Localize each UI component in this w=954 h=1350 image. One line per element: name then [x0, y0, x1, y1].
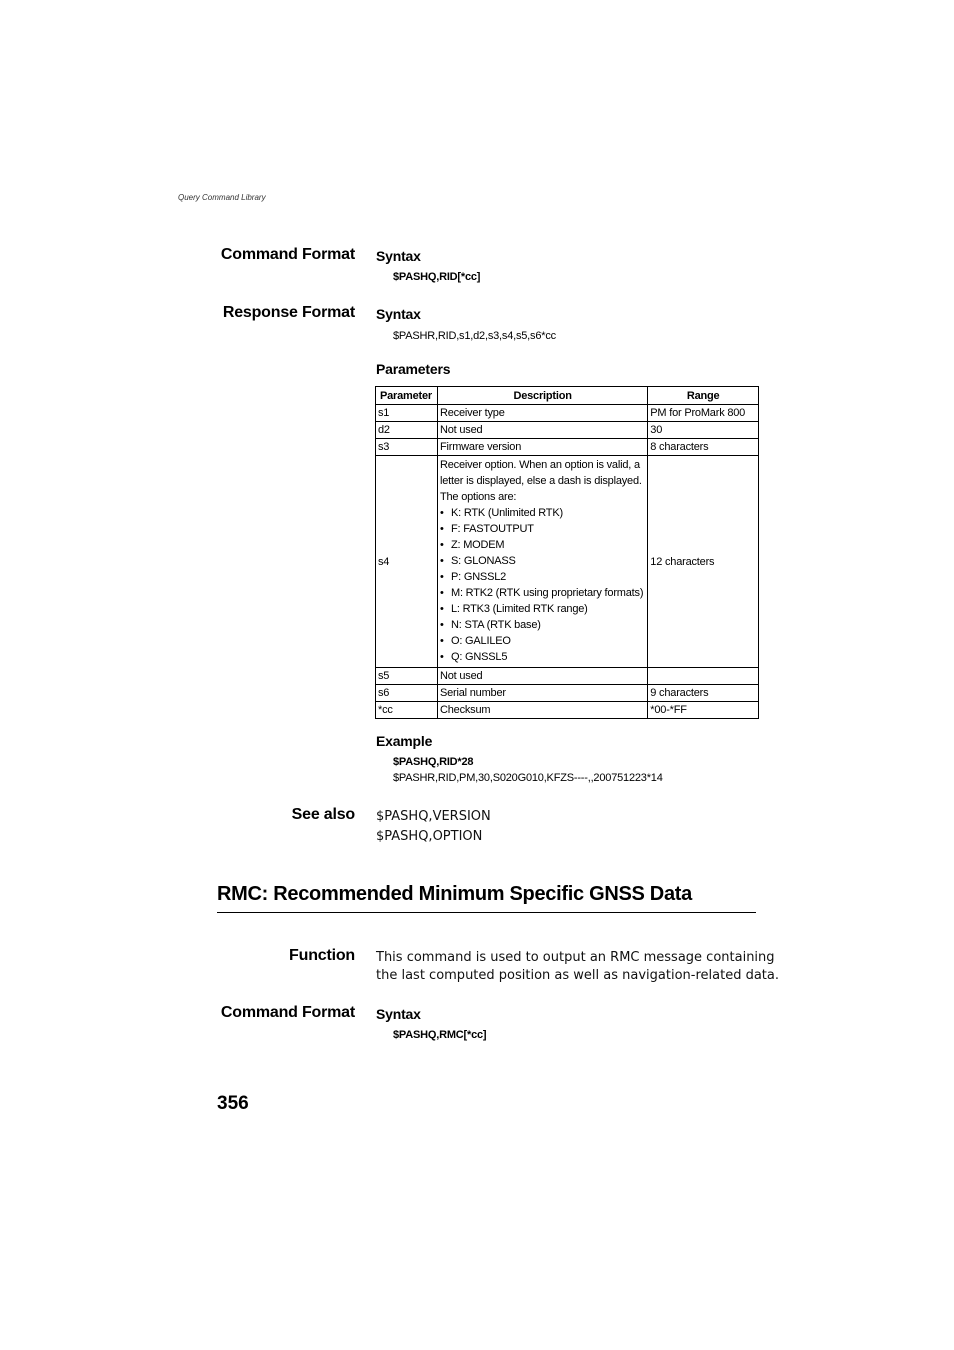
table-row	[376, 685, 759, 702]
list-item: • S: GLONASS	[440, 553, 645, 569]
table-header-row	[376, 387, 759, 405]
table-row	[376, 439, 759, 456]
cell-desc	[437, 456, 647, 668]
running-header: Query Command Library	[178, 193, 266, 202]
response-syntax: $PASHR,RID,s1,d2,s3,s4,s5,s6*cc	[393, 330, 556, 342]
option-intro: Receiver option. When an option is valid, a letter is displayed, else a dash is displayed. The options are:	[439, 459, 642, 503]
list-item: • K: RTK (Unlimited RTK)	[440, 505, 645, 521]
cell-param: s4	[376, 456, 438, 668]
see-also-link-option[interactable]: $PASHQ,OPTION	[376, 829, 483, 844]
list-item: • P: GNSSL2	[440, 569, 645, 585]
list-item: • Q: GNSSL5	[440, 649, 645, 665]
table-row	[376, 456, 759, 668]
cell-param: s5	[376, 668, 438, 685]
parameters-label: Parameters	[376, 361, 451, 377]
table-row	[376, 702, 759, 719]
cell-desc: Firmware version	[437, 439, 647, 456]
option-list	[440, 505, 645, 665]
cell-range: *00-*FF	[648, 702, 759, 719]
page-number: 356	[217, 1093, 249, 1114]
table-row	[376, 405, 759, 422]
list-item: • M: RTK2 (RTK using proprietary formats)	[440, 585, 645, 601]
cell-param: *cc	[376, 702, 438, 719]
column-header-parameter: Parameter	[376, 387, 438, 405]
see-also-heading: See also	[291, 806, 355, 823]
command-format-heading: Command Format	[220, 1004, 355, 1021]
section-divider	[217, 912, 756, 913]
command-format-heading: Command Format	[220, 246, 355, 263]
cell-range: 30	[648, 422, 759, 439]
function-heading: Function	[289, 947, 355, 964]
command-syntax: $PASHQ,RMC[*cc]	[393, 1029, 487, 1041]
list-item: • Z: MODEM	[440, 537, 645, 553]
syntax-label: Syntax	[376, 248, 421, 264]
example-label: Example	[376, 733, 433, 749]
list-item: • L: RTK3 (Limited RTK range)	[440, 601, 645, 617]
cell-range: 12 characters	[648, 456, 759, 668]
response-format-heading: Response Format	[222, 304, 355, 321]
section-title: RMC: Recommended Minimum Specific GNSS Data	[217, 883, 692, 905]
cell-param: s1	[376, 405, 438, 422]
command-syntax: $PASHQ,RID[*cc]	[393, 271, 481, 283]
cell-range: PM for ProMark 800	[648, 405, 759, 422]
cell-desc: Receiver type	[437, 405, 647, 422]
example-response: $PASHR,RID,PM,30,S020G010,KFZS----,,200751223*14	[393, 772, 663, 784]
function-text-line-1: This command is used to output an RMC message containing	[376, 950, 775, 965]
cell-param: s6	[376, 685, 438, 702]
function-text-line-2: the last computed position as well as navigation-related data.	[376, 968, 779, 983]
cell-range: 8 characters	[648, 439, 759, 456]
example-query: $PASHQ,RID*28	[393, 756, 474, 768]
cell-desc: Serial number	[437, 685, 647, 702]
table-row	[376, 668, 759, 685]
cell-desc: Not used	[437, 422, 647, 439]
cell-desc: Checksum	[437, 702, 647, 719]
parameters-table	[375, 386, 759, 719]
list-item: • O: GALILEO	[440, 633, 645, 649]
table-row	[376, 422, 759, 439]
list-item: • F: FASTOUTPUT	[440, 521, 645, 537]
list-item: • N: STA (RTK base)	[440, 617, 645, 633]
cell-range: 9 characters	[648, 685, 759, 702]
cell-param: d2	[376, 422, 438, 439]
column-header-range: Range	[648, 387, 759, 405]
column-header-description: Description	[437, 387, 647, 405]
cell-range	[648, 668, 759, 685]
cell-param: s3	[376, 439, 438, 456]
syntax-label: Syntax	[376, 306, 421, 322]
see-also-link-version[interactable]: $PASHQ,VERSION	[376, 809, 491, 824]
syntax-label: Syntax	[376, 1006, 421, 1022]
cell-desc: Not used	[437, 668, 647, 685]
